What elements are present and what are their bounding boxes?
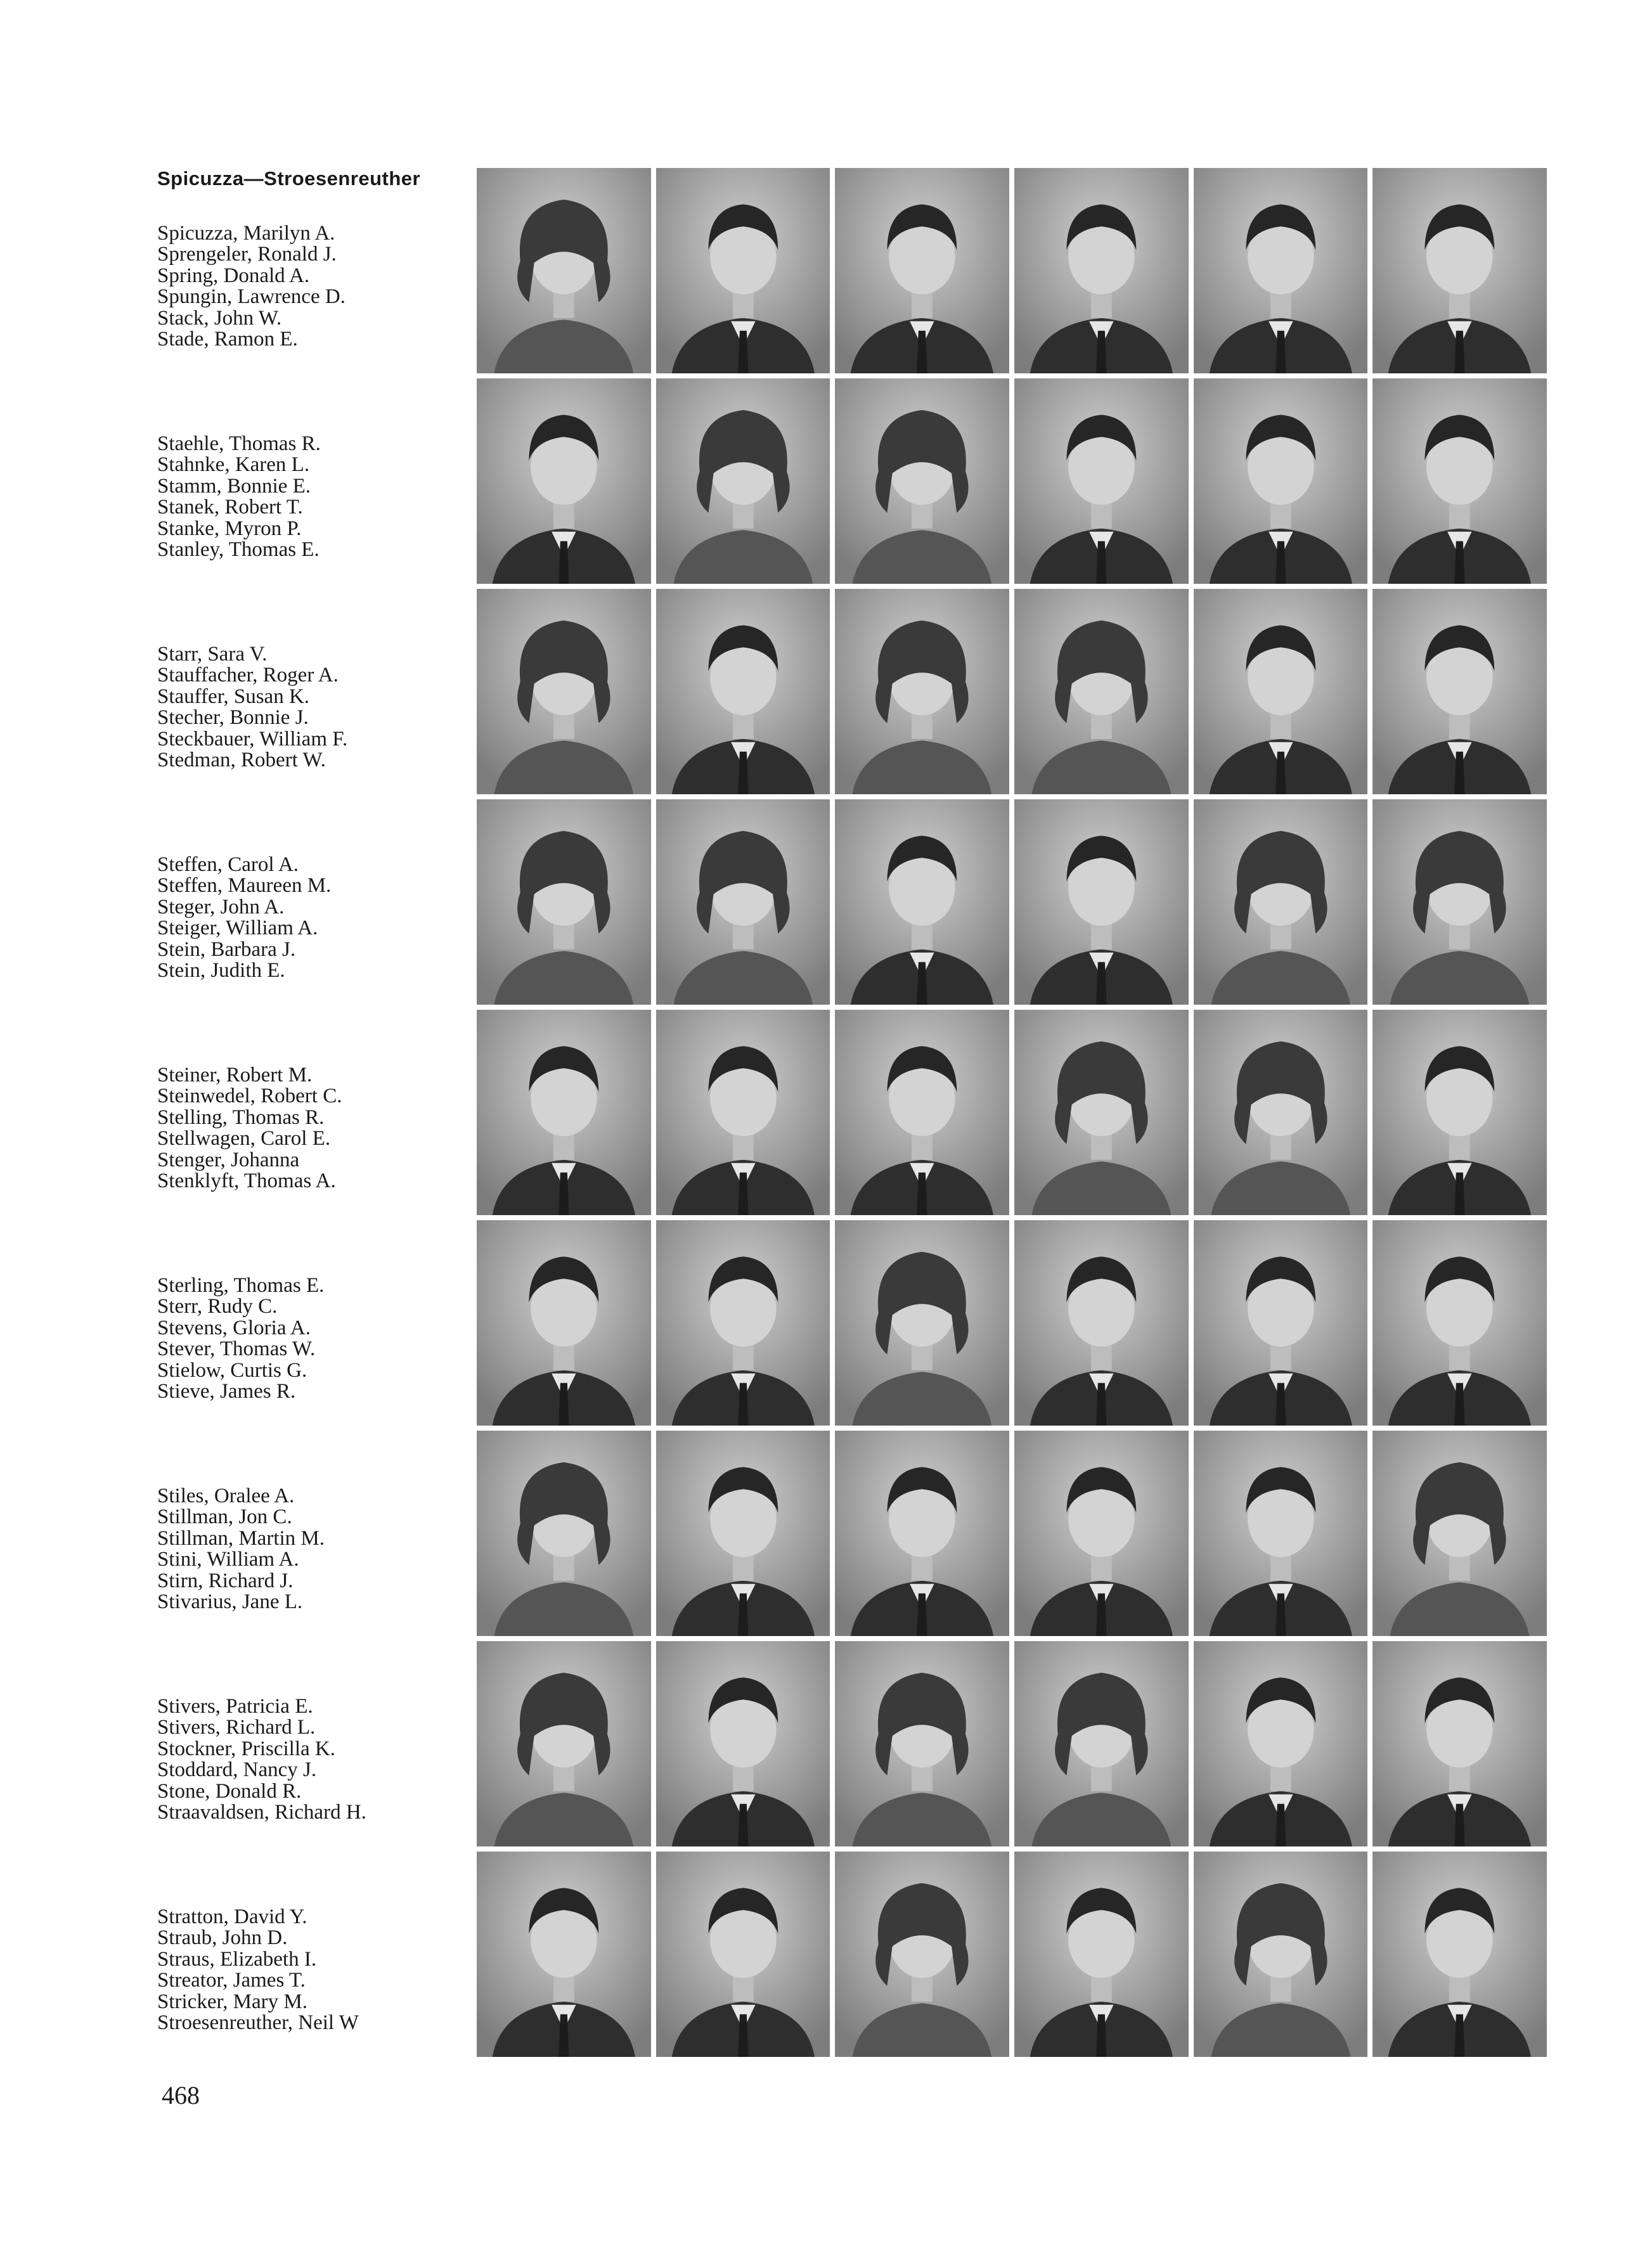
student-name: Spring, Donald A. — [157, 264, 310, 287]
student-name: Streator, James T. — [157, 1969, 306, 1992]
student-name: Stenger, Johanna — [157, 1148, 300, 1171]
student-portrait — [835, 589, 1009, 794]
student-name: Steffen, Maureen M. — [157, 874, 332, 898]
student-portrait — [656, 168, 830, 373]
student-name: Sprengeler, Ronald J. — [157, 243, 337, 266]
name-group — [157, 1065, 474, 1192]
student-name: Stillman, Jon C. — [157, 1505, 292, 1529]
student-portrait — [1372, 799, 1547, 1005]
student-name: Starr, Sara V. — [157, 643, 268, 666]
student-portrait — [1014, 1010, 1189, 1215]
student-name: Stever, Thomas W. — [157, 1337, 316, 1361]
student-name: Steinwedel, Robert C. — [157, 1085, 342, 1108]
student-portrait — [835, 1641, 1009, 1846]
student-name: Sterr, Rudy C. — [157, 1295, 278, 1318]
student-name: Stelling, Thomas R. — [157, 1105, 325, 1129]
student-name: Steffen, Carol A. — [157, 853, 299, 876]
name-group — [157, 854, 474, 981]
name-group — [157, 1696, 474, 1823]
student-portrait — [656, 799, 830, 1005]
student-portrait — [1014, 1431, 1189, 1636]
student-name: Stein, Judith E. — [157, 959, 285, 983]
student-portrait — [477, 1010, 651, 1215]
student-name: Stini, William A. — [157, 1548, 299, 1571]
student-name: Steiner, Robert M. — [157, 1064, 313, 1086]
student-portrait — [1372, 589, 1547, 794]
student-portrait — [1194, 589, 1368, 794]
student-portrait — [1014, 1220, 1189, 1426]
student-portrait — [835, 378, 1009, 584]
student-portrait — [1194, 1641, 1368, 1846]
name-group — [157, 223, 474, 350]
student-name: Stellwagen, Carol E. — [157, 1127, 331, 1150]
student-name: Staehle, Thomas R. — [157, 432, 321, 455]
name-group — [157, 1486, 474, 1613]
student-name: Straus, Elizabeth I. — [157, 1947, 317, 1971]
student-portrait — [656, 1641, 830, 1846]
student-portrait — [1372, 378, 1547, 584]
student-portrait — [1372, 1010, 1547, 1215]
student-portrait — [477, 589, 651, 794]
student-name: Stevens, Gloria A. — [157, 1316, 311, 1339]
student-name: Straub, John D. — [157, 1926, 288, 1950]
student-portrait — [1372, 1431, 1547, 1636]
student-name: Stroesenreuther, Neil W — [157, 2011, 359, 2035]
student-portrait — [1014, 799, 1189, 1005]
student-name: Stoddard, Nancy J. — [157, 1758, 317, 1782]
student-name: Stivers, Richard L. — [157, 1716, 316, 1739]
student-portrait — [656, 1852, 830, 2057]
student-name: Stillman, Martin M. — [157, 1526, 325, 1550]
student-name: Stiles, Oralee A. — [157, 1485, 295, 1507]
student-name: Stanke, Myron P. — [157, 517, 302, 540]
student-portrait — [1194, 1852, 1368, 2057]
student-portrait — [1372, 1641, 1547, 1846]
student-portrait — [835, 1852, 1009, 2057]
student-portrait — [1194, 168, 1368, 373]
student-name: Stivarius, Jane L. — [157, 1590, 303, 1614]
student-portrait — [1194, 1431, 1368, 1636]
student-portrait — [656, 378, 830, 584]
student-name: Stanley, Thomas E. — [157, 538, 320, 562]
student-name: Stack, John W. — [157, 306, 282, 330]
student-name: Stivers, Patricia E. — [157, 1695, 313, 1718]
student-portrait — [477, 1641, 651, 1846]
student-name: Straavaldsen, Richard H. — [157, 1801, 366, 1824]
student-portrait — [477, 378, 651, 584]
student-portrait — [835, 1220, 1009, 1426]
student-name: Stratton, David Y. — [157, 1905, 307, 1928]
student-name: Stauffer, Susan K. — [157, 685, 310, 708]
student-portrait — [477, 1431, 651, 1636]
student-portrait — [1194, 799, 1368, 1005]
student-portrait — [656, 589, 830, 794]
student-name: Spungin, Lawrence D. — [157, 285, 346, 309]
student-name: Steckbauer, William F. — [157, 727, 348, 751]
student-name: Stauffacher, Roger A. — [157, 664, 339, 687]
student-portrait — [1372, 168, 1547, 373]
student-portrait — [477, 168, 651, 373]
student-portrait — [1014, 1852, 1189, 2057]
student-portrait — [1014, 168, 1189, 373]
student-portrait — [656, 1010, 830, 1215]
student-portrait — [835, 799, 1009, 1005]
student-name: Stein, Barbara J. — [157, 937, 296, 961]
student-name: Stade, Ramon E. — [157, 328, 298, 351]
student-name: Spicuzza, Marilyn A. — [157, 222, 335, 245]
student-portrait — [477, 799, 651, 1005]
student-portrait — [656, 1431, 830, 1636]
student-name: Stone, Donald R. — [157, 1779, 302, 1803]
student-name: Stamm, Bonnie E. — [157, 474, 311, 498]
student-portrait — [1372, 1220, 1547, 1426]
student-portrait — [1014, 589, 1189, 794]
page-title: Spicuzza—Stroesenreuther — [157, 167, 421, 190]
student-name: Stedman, Robert W. — [157, 749, 326, 772]
student-name: Sterling, Thomas E. — [157, 1274, 325, 1297]
name-group — [157, 644, 474, 771]
student-name: Stecher, Bonnie J. — [157, 706, 309, 730]
page-number: 468 — [162, 2081, 200, 2110]
student-portrait — [1194, 1220, 1368, 1426]
student-name: Steiger, William A. — [157, 917, 318, 940]
student-name: Stockner, Priscilla K. — [157, 1737, 335, 1760]
student-name: Steger, John A. — [157, 895, 285, 918]
student-name: Stirn, Richard J. — [157, 1569, 294, 1592]
student-name: Stielow, Curtis G. — [157, 1358, 307, 1382]
student-portrait — [477, 1220, 651, 1426]
student-name: Stieve, James R. — [157, 1380, 296, 1403]
student-portrait — [656, 1220, 830, 1426]
student-name: Stenklyft, Thomas A. — [157, 1169, 336, 1193]
name-group — [157, 1907, 474, 2033]
portrait-grid — [477, 168, 1547, 2057]
student-name: Stahnke, Karen L. — [157, 453, 310, 477]
student-portrait — [477, 1852, 651, 2057]
student-name: Stanek, Robert T. — [157, 496, 303, 519]
student-portrait — [1014, 1641, 1189, 1846]
student-portrait — [1014, 378, 1189, 584]
student-portrait — [835, 1010, 1009, 1215]
student-name: Stricker, Mary M. — [157, 1990, 307, 2013]
student-portrait — [1194, 1010, 1368, 1215]
student-portrait — [835, 168, 1009, 373]
name-group — [157, 434, 474, 560]
student-portrait — [835, 1431, 1009, 1636]
student-portrait — [1194, 378, 1368, 584]
name-group — [157, 1275, 474, 1402]
student-portrait — [1372, 1852, 1547, 2057]
